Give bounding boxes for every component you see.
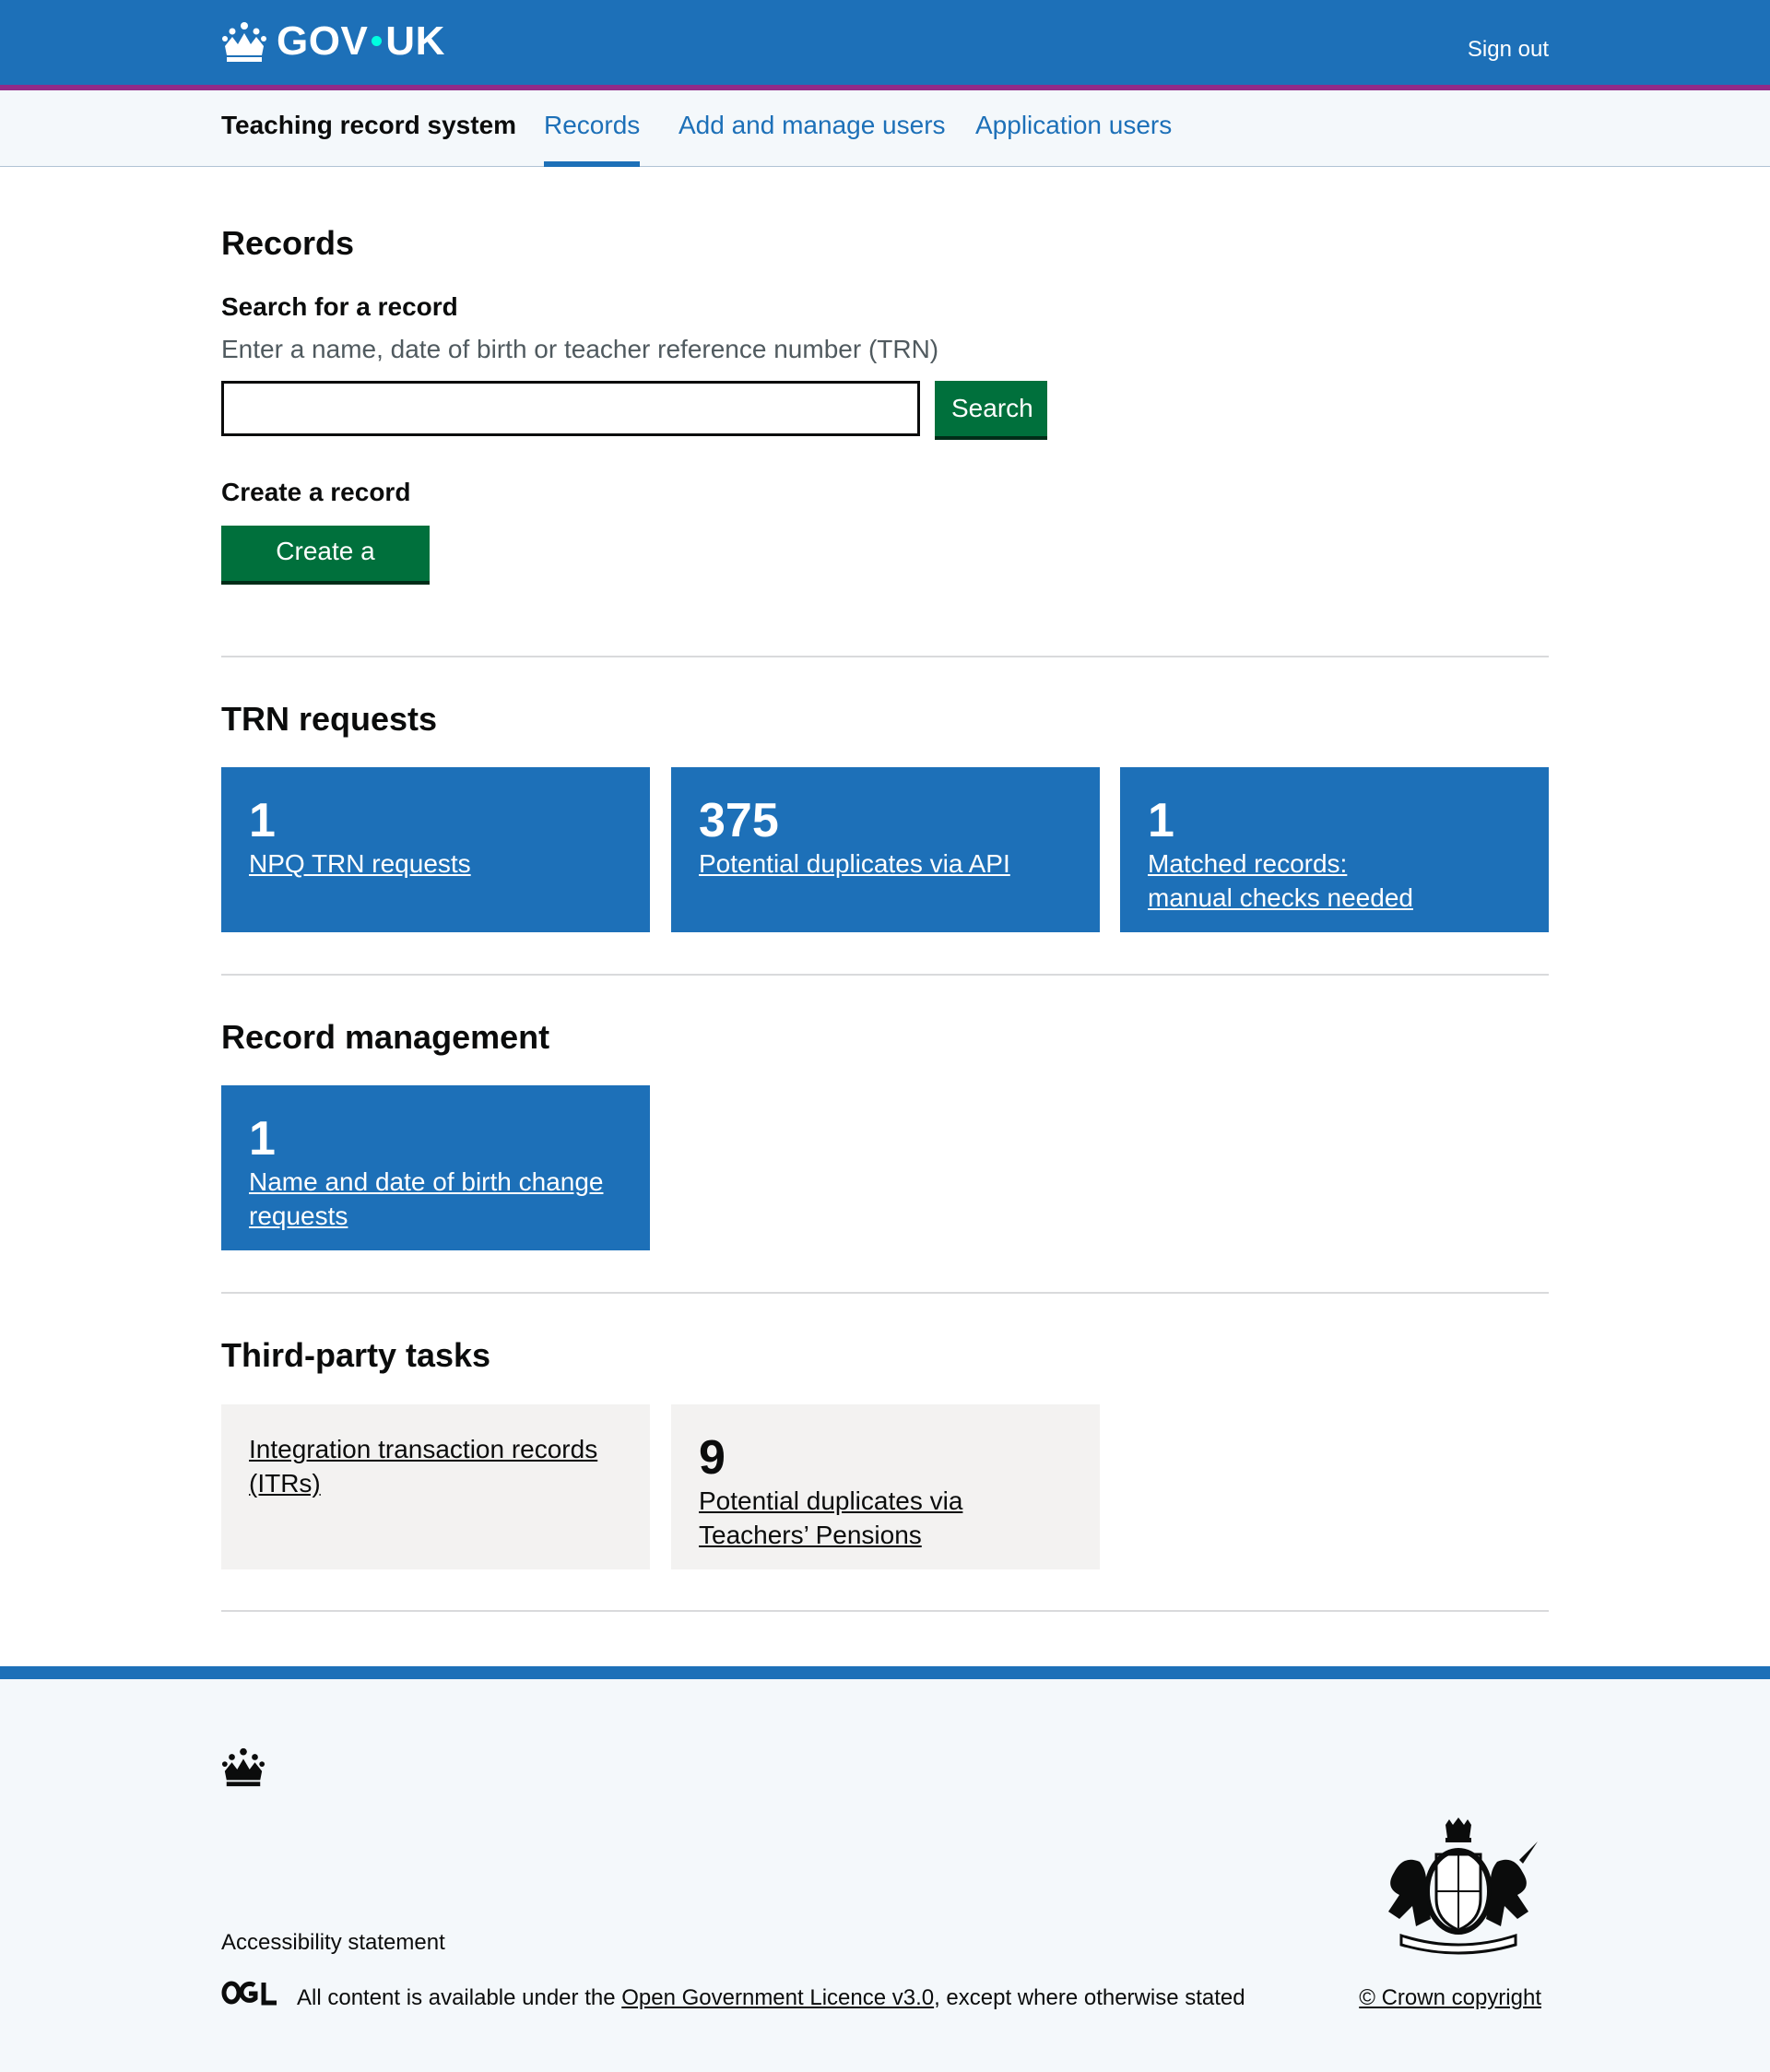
search-label: Search for a record [221,292,458,321]
section-divider [221,974,1549,976]
sign-out-link[interactable]: Sign out [1467,37,1549,62]
search-button[interactable]: Search [935,381,1047,436]
record-management-heading: Record management [221,1018,550,1056]
govuk-logo-link[interactable] [221,18,445,65]
crown-copyright-link[interactable]: © Crown copyright [1359,1985,1541,2010]
site-header [0,0,1770,90]
ogl-logo-icon [221,1980,278,2006]
accessibility-statement-link[interactable]: Accessibility statement [221,1930,445,1955]
itr-card [221,1404,650,1569]
page-title: Records [221,224,355,262]
card-count: 1 [249,794,276,847]
npq-trn-requests-link[interactable]: NPQ TRN requests [249,849,471,878]
crown-icon [221,20,267,63]
matched-records-card [1120,767,1549,932]
potential-duplicates-api-card [671,767,1100,932]
card-count: 375 [699,794,779,847]
site-footer [0,1666,1770,2072]
nav-item-records[interactable]: Records [544,111,640,167]
nav-item-add-and-manage-users[interactable]: Add and manage users [678,111,946,139]
potential-duplicates-tp-card [671,1404,1100,1569]
ogl-licence-link[interactable]: Open Government Licence v3.0 [621,1985,935,2010]
create-label: Create a record [221,478,411,506]
card-count: 1 [249,1112,276,1166]
service-navigation [0,90,1770,167]
section-divider [221,1292,1549,1294]
licence-text: All content is available under the Open Government Licence v3.0, except where otherwise stated [297,1985,1245,2010]
itr-link[interactable]: Integration transaction records (ITRs) [249,1435,598,1498]
npq-trn-requests-card [221,767,650,932]
potential-duplicates-api-link[interactable]: Potential duplicates via API [699,849,1010,878]
logo-dot-icon [372,36,382,46]
card-count: 1 [1148,794,1174,847]
search-hint: Enter a name, date of birth or teacher reference number (TRN) [221,335,939,363]
card-count: 9 [699,1431,726,1485]
section-divider [221,656,1549,657]
potential-duplicates-tp-link[interactable]: Potential duplicates via Teachers’ Pensions [699,1486,963,1549]
create-record-button[interactable]: Create a record [221,526,430,581]
trn-requests-heading: TRN requests [221,700,438,738]
nav-item-application-users[interactable]: Application users [975,111,1173,139]
matched-records-link[interactable]: Matched records: manual checks needed [1148,849,1413,912]
third-party-tasks-heading: Third-party tasks [221,1336,491,1374]
service-name[interactable]: Teaching record system [221,111,517,139]
name-dob-change-link[interactable]: Name and date of birth change requests [249,1167,604,1230]
name-dob-change-card [221,1085,650,1250]
logo-text: GOV UK [277,18,445,64]
section-divider [221,1610,1549,1612]
crown-icon [221,1746,266,1788]
search-input[interactable] [221,381,920,436]
royal-coat-of-arms-icon [1375,1817,1541,1958]
